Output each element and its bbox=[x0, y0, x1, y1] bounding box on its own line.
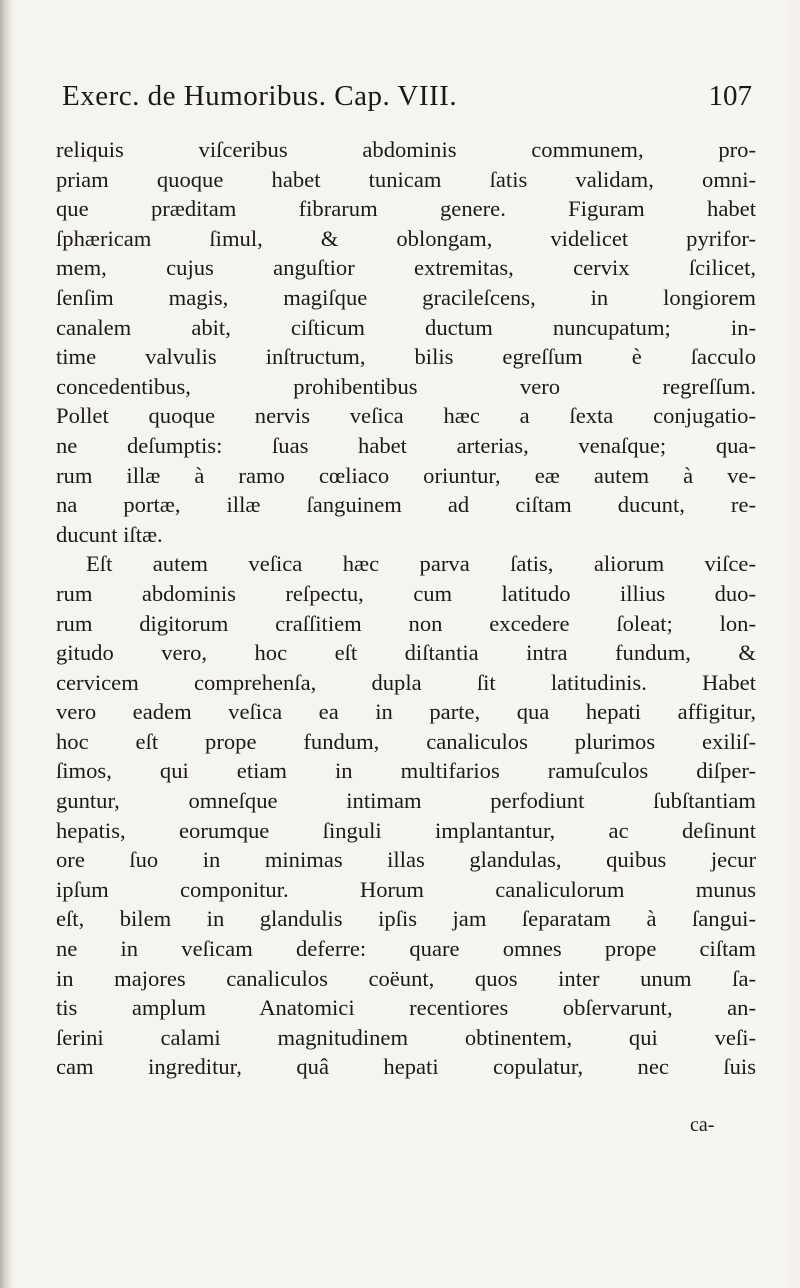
catchword: ca- bbox=[690, 1114, 715, 1136]
text-line: que præditam fibrarum genere. Figuram habet bbox=[56, 196, 756, 222]
text-line: cam ingreditur, quâ hepati copulatur, nec ſuis bbox=[56, 1054, 756, 1080]
text-line: rum abdominis reſpectu, cum latitudo illius duo- bbox=[56, 580, 756, 606]
running-head: Exerc. de Humoribus. Cap. VIII. bbox=[62, 80, 458, 112]
text-line: na portæ, illæ ſanguinem ad ciſtam ducunt, re- bbox=[56, 492, 756, 518]
text-line: ipſum componitur. Horum canaliculorum munus bbox=[56, 876, 756, 902]
text-line: tis amplum Anatomici recentiores obſervarunt, an- bbox=[56, 995, 756, 1021]
text-line: ſerini calami magnitudinem obtinentem, qui veſi- bbox=[56, 1024, 756, 1050]
text-line: ne in veſicam deferre: quare omnes prope ciſtam bbox=[56, 936, 756, 962]
text-line: mem, cujus anguſtior extremitas, cervix ſcilicet, bbox=[56, 255, 756, 281]
text-line: hoc eſt prope fundum, canaliculos plurimos exiliſ- bbox=[56, 728, 756, 754]
text-line: rum digitorum craſſitiem non excedere ſoleat; lon- bbox=[56, 610, 756, 636]
text-line: cervicem comprehenſa, dupla ſit latitudinis. Habet bbox=[56, 669, 756, 695]
text-line: ſenſim magis, magiſque gracileſcens, in longiorem bbox=[56, 284, 756, 310]
page-gutter-shadow bbox=[0, 0, 12, 1288]
text-line: concedentibus, prohibentibus vero regreſſum. bbox=[56, 373, 756, 399]
text-line: guntur, omneſque intimam perfodiunt ſubſtantiam bbox=[56, 788, 756, 814]
text-line: canalem abit, ciſticum ductum nuncupatum; in- bbox=[56, 314, 756, 340]
page-number: 107 bbox=[708, 80, 752, 112]
text-line: Eſt autem veſica hæc parva ſatis, aliorum viſce- bbox=[86, 551, 756, 577]
text-line: rum illæ à ramo cœliaco oriuntur, eæ autem à ve- bbox=[56, 462, 756, 488]
text-line: vero eadem veſica ea in parte, qua hepati affigitur, bbox=[56, 699, 756, 725]
page-header bbox=[62, 80, 752, 120]
text-line: hepatis, eorumque ſinguli implantantur, ac deſinunt bbox=[56, 817, 756, 843]
text-line: ne deſumptis: ſuas habet arterias, venaſque; qua- bbox=[56, 432, 756, 458]
body-text bbox=[56, 135, 756, 1082]
text-line: reliquis viſceribus abdominis communem, pro- bbox=[56, 137, 756, 162]
text-line: eſt, bilem in glandulis ipſis jam ſeparatam à ſangui- bbox=[56, 906, 756, 932]
text-line: Pollet quoque nervis veſica hæc a ſexta conjugatio- bbox=[56, 403, 756, 429]
text-line: ſphæricam ſimul, & oblongam, videlicet pyrifor- bbox=[56, 225, 756, 251]
text-line: time valvulis inſtructum, bilis egreſſum è ſacculo bbox=[56, 344, 756, 370]
text-line: ſimos, qui etiam in multifarios ramuſculos diſper- bbox=[56, 758, 756, 784]
text-line: ore ſuo in minimas illas glandulas, quibus jecur bbox=[56, 847, 756, 873]
text-line: gitudo vero, hoc eſt diſtantia intra fundum, & bbox=[56, 640, 756, 666]
text-line: in majores canaliculos coëunt, quos inter unum ſa- bbox=[56, 965, 756, 991]
text-line: ducunt iſtæ. bbox=[56, 521, 163, 547]
text-line: priam quoque habet tunicam ſatis validam, omni- bbox=[56, 166, 756, 192]
